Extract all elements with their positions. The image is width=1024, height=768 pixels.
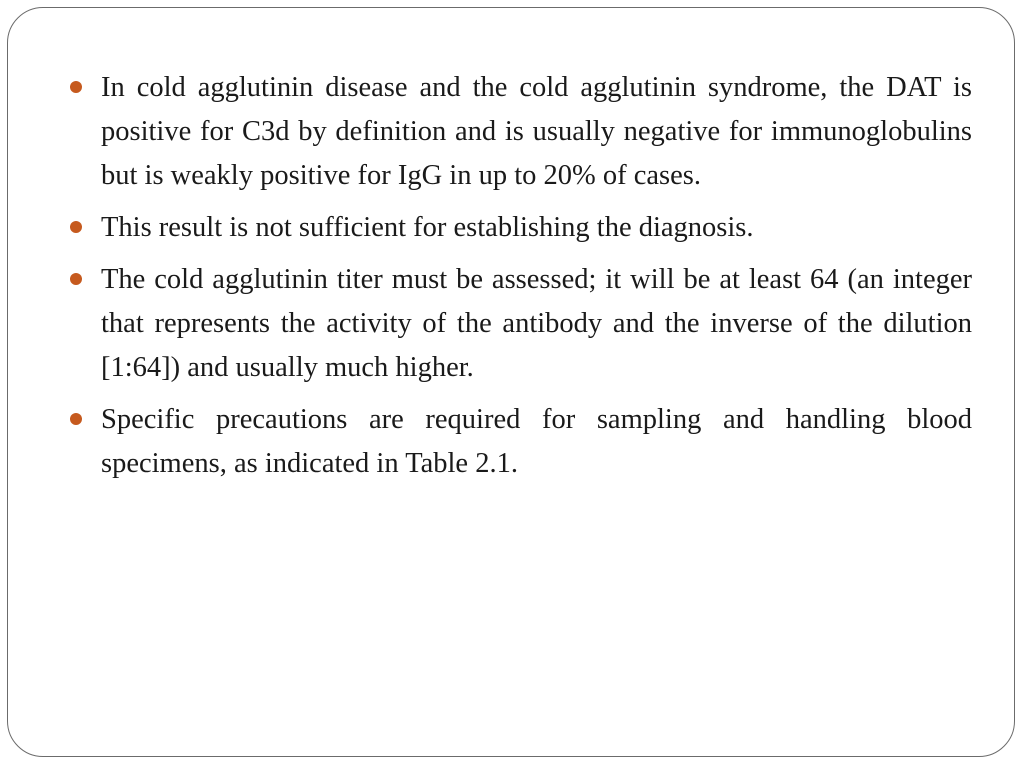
- bullet-dot-icon: [70, 221, 82, 233]
- slide-frame: [7, 7, 1015, 757]
- bullet-text: In cold agglutinin disease and the cold agglutinin syndrome, the DAT is positive for C3d by definition and is usually negative for immunoglobulins but is weakly positive for IgG in up to 20% of cases.: [101, 72, 972, 191]
- bullet-item-not-sufficient: [68, 206, 972, 250]
- bullet-item-titer: [68, 258, 972, 390]
- bullet-list: [68, 66, 972, 494]
- bullet-dot-icon: [70, 273, 82, 285]
- bullet-dot-icon: [70, 413, 82, 425]
- bullet-text: Specific precautions are required for sampling and handling blood specimens, as indicated in Table 2.1.: [101, 404, 972, 479]
- bullet-dot-icon: [70, 81, 82, 93]
- bullet-item-precautions: [68, 398, 972, 486]
- bullet-text: The cold agglutinin titer must be assessed; it will be at least 64 (an integer that represents the activity of the antibody and the inverse of the dilution [1:64]) and usually much higher.: [101, 264, 972, 383]
- bullet-item-cold-agglutinin-dat: [68, 66, 972, 198]
- bullet-text: This result is not sufficient for establishing the diagnosis.: [101, 212, 754, 243]
